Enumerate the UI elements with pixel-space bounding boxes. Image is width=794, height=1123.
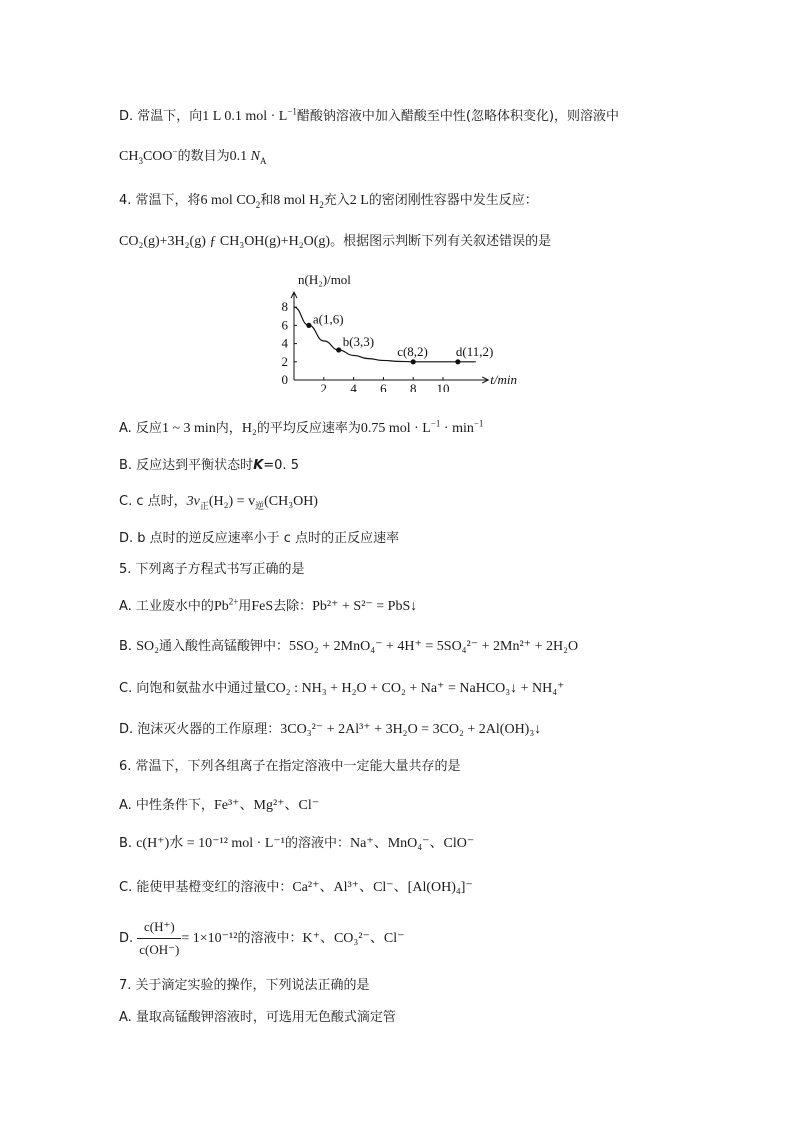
x-tick-label: 8 xyxy=(409,381,417,392)
data-points xyxy=(306,311,493,364)
data-point-label: a(1,6) xyxy=(312,311,344,327)
x-axis-label: t/min xyxy=(490,372,517,387)
q4-option-a: A. 反应1 ~ 3 min内，H₂的平均反应速率为0.75 mol · $L^{-1} \cdot \min^{-1}$ xyxy=(119,418,484,436)
h2-amount-vs-time-chart xyxy=(276,270,526,392)
q5-option-c: C. 向饱和氨盐水中通过量CO₂ : NH₃ + H₂O + CO₂ + Na⁺ = NaHCO₃↓ + NH₄⁺ xyxy=(119,681,565,696)
y-tick-label: 0 xyxy=(281,372,288,387)
formula: 1 L 0.1 mol · $L^{-1}$ xyxy=(202,106,297,124)
data-point-label: d(11,2) xyxy=(455,343,494,359)
q6-option-a: A. 中性条件下，Fe³⁺、Mg²⁺、Cl⁻ xyxy=(119,798,320,813)
q4-option-b: B. 反应达到平衡状态时K=0. 5 xyxy=(119,458,299,473)
q6-option-b: B. c(H⁺)水 = 10⁻¹² mol · L⁻¹的溶液中：Na⁺、MnO₄⁻、ClO⁻ xyxy=(119,836,475,851)
reaction-equation: CO₂(g)+3H₂(g) ƒ CH₃OH(g)+H₂O(g) xyxy=(119,234,331,249)
data-point xyxy=(411,359,416,364)
text: D. 常温下，向 xyxy=(119,109,203,124)
axes xyxy=(291,292,488,383)
q4-stem: 4. 常温下，将6 mol $CO_2$和8 mol $H_2$充入2 L的密闭刚性容器中发生反应： xyxy=(119,193,538,210)
data-point xyxy=(455,359,460,364)
q4-option-d: D. b 点时的逆反应速率小于 c 点时的正反应速率 xyxy=(119,531,400,546)
data-point xyxy=(336,347,341,352)
q5-option-b: B. SO₂通入酸性高锰酸钾中：5SO₂ + 2MnO₄⁻ + 4H⁺ = 5SO₄²⁻ + 2Mn²⁺ + 2H₂O xyxy=(119,639,579,654)
x-tick-label: 4 xyxy=(350,381,357,392)
x-tick-label: 10 xyxy=(436,381,450,392)
q5-option-d: D. 泡沫灭火器的工作原理：3CO₃²⁻ + 2Al³⁺ + 3H₂O = 3CO₂ + 2Al(OH)₃↓ xyxy=(119,722,542,737)
y-axis-label: n(H₂)/mol xyxy=(298,272,351,287)
q3-option-d-line1 xyxy=(119,108,619,126)
text: 醋酸钠溶液中加入醋酸至中性(忽略体积变化)，则溶液中 xyxy=(296,109,620,124)
q6-option-c: C. 能使甲基橙变红的溶液中：Ca²⁺、Al³⁺、Cl⁻、[Al(OH)₄]⁻ xyxy=(119,880,473,895)
x-tick-label: 2 xyxy=(320,381,328,392)
q7-stem: 7. 关于滴定实验的操作，下列说法正确的是 xyxy=(119,978,370,993)
q4-equation: CO₂(g)+3H₂(g) ƒ CH₃OH(g)+H₂O(g)。根据图示判断下列有关叙述错误的是 xyxy=(119,234,552,249)
y-tick-label: 2 xyxy=(281,353,288,369)
y-tick-label: 8 xyxy=(281,299,288,315)
data-point-label: c(8,2) xyxy=(397,343,428,359)
x-tick-label: 6 xyxy=(380,381,387,392)
q5-stem: 5. 下列离子方程式书写正确的是 xyxy=(119,562,305,577)
y-tick-label: 6 xyxy=(281,317,288,333)
data-point-label: b(3,3) xyxy=(342,333,375,349)
text: 的数目为 xyxy=(177,149,230,164)
q6-option-d: D. $\frac{c(H^+)}{c(OH^-)}$ = 1×10⁻¹²的溶液中：K⁺、CO₃²⁻、Cl⁻ xyxy=(119,916,405,961)
data-point xyxy=(306,323,311,328)
q6-stem: 6. 常温下，下列各组离子在指定溶液中一定能大量共存的是 xyxy=(119,759,461,774)
y-tick-label: 4 xyxy=(281,335,288,351)
formula: 0.1 $N_A$ xyxy=(229,149,267,166)
q7-option-a: A. 量取高锰酸钾溶液时，可选用无色酸式滴定管 xyxy=(119,1010,396,1025)
q5-option-a: A. 工业废水中的$Pb^{2+}$用FeS去除：Pb²⁺ + S²⁻ = PbS↓ xyxy=(119,596,418,614)
formula: $CH_3COO^-$ xyxy=(119,146,178,166)
tick-labels xyxy=(282,272,517,392)
fraction: $\frac{c(H^+)}{c(OH^-)}$ xyxy=(137,916,181,961)
q3-option-d-line2 xyxy=(119,148,266,166)
q4-option-c: C. c 点时，$3v_正(H_2) = v_逆(CH_3OH)$ xyxy=(119,494,318,511)
